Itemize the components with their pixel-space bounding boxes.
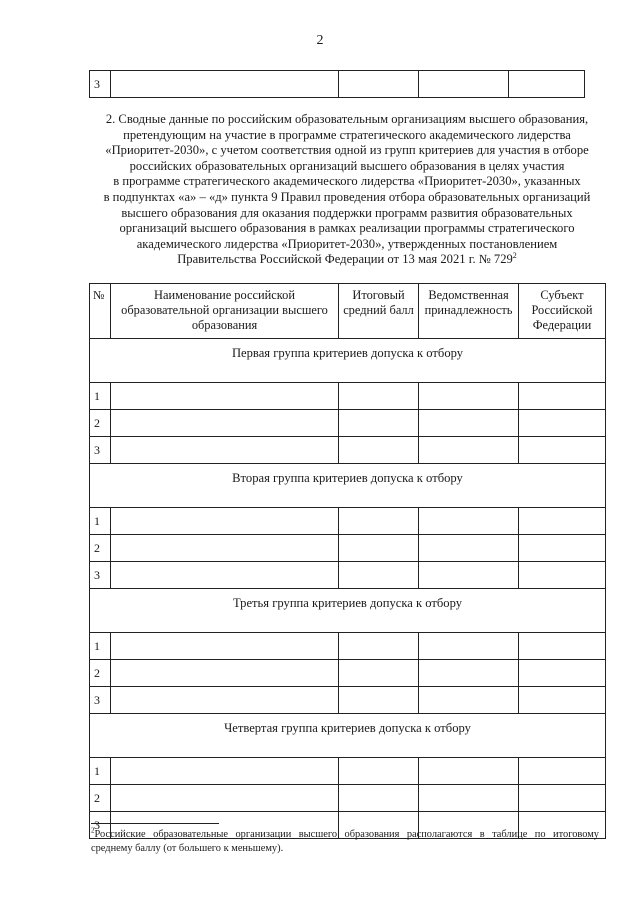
- cell-region: [519, 660, 606, 687]
- cell-affiliation: [419, 660, 519, 687]
- summary-table: [89, 283, 606, 839]
- table-row: [90, 758, 606, 785]
- table-row: [90, 410, 606, 437]
- footnote-text: Российские образовательные организации высшего образования располагаются в таблице по итоговому среднему баллу (от большего к меньшему).: [91, 829, 599, 854]
- row-number: 3: [90, 687, 111, 714]
- cell-affiliation: [419, 508, 519, 535]
- cell-affiliation: [419, 633, 519, 660]
- cell-score: [339, 383, 419, 410]
- table-row: [90, 535, 606, 562]
- table-row: [90, 71, 585, 98]
- cell-region: [519, 785, 606, 812]
- heading-line: российских образовательных организаций высшего образования в целях участия: [129, 158, 565, 173]
- heading-line: [89, 252, 605, 268]
- cell-score: [339, 508, 419, 535]
- cell-name: [111, 535, 339, 562]
- cell-name: [111, 71, 339, 98]
- cell-region: [519, 508, 606, 535]
- row-number: 3: [90, 562, 111, 589]
- row-number: 3: [90, 437, 111, 464]
- cell-name: [111, 437, 339, 464]
- cell-name: [111, 508, 339, 535]
- heading-line: в подпунктах «а» – «д» пункта 9 Правил проведения отбора образовательных организаций: [103, 189, 591, 204]
- table-header-row: [90, 284, 606, 339]
- row-number: 1: [90, 383, 111, 410]
- heading-line: высшего образования для оказания поддержки программ развития образовательных: [121, 205, 573, 220]
- table-row: [90, 383, 606, 410]
- cell-score: [339, 410, 419, 437]
- heading-last-line-text: Правительства Российской Федерации от 13 мая 2021 г. № 729: [177, 252, 513, 267]
- cell-region: [519, 535, 606, 562]
- cell-region: [519, 633, 606, 660]
- table-row: [90, 660, 606, 687]
- table-row: [90, 785, 606, 812]
- heading-line: академического лидерства «Приоритет-2030», утвержденных постановлением: [136, 236, 558, 251]
- table-row: [90, 508, 606, 535]
- header-affiliation: Ведомственная принадлежность: [419, 284, 519, 339]
- cell-score: [339, 562, 419, 589]
- cell-name: [111, 785, 339, 812]
- cell-affiliation: [419, 785, 519, 812]
- table-row: [90, 562, 606, 589]
- cell-affiliation: [419, 562, 519, 589]
- heading-line: 2. Сводные данные по российским образовательным организациям высшего образования,: [105, 112, 589, 126]
- cell-region: [519, 758, 606, 785]
- table-row: [90, 687, 606, 714]
- continued-table: [89, 70, 585, 98]
- row-number: 2: [90, 660, 111, 687]
- cell-affiliation: [419, 687, 519, 714]
- page-number: 2: [316, 33, 324, 48]
- cell-score: [339, 71, 419, 98]
- row-number: 2: [90, 535, 111, 562]
- cell-affiliation: [419, 410, 519, 437]
- cell-region: [519, 687, 606, 714]
- row-number: 2: [90, 410, 111, 437]
- cell-name: [111, 562, 339, 589]
- group-title: Четвертая группа критериев допуска к отбору: [90, 714, 606, 758]
- cell-affiliation: [419, 437, 519, 464]
- footnote-mark: 2: [91, 826, 95, 835]
- cell-region: [519, 383, 606, 410]
- cell-affiliation: [419, 535, 519, 562]
- table-row: [90, 437, 606, 464]
- footnote: [91, 828, 599, 856]
- section-heading: [89, 112, 605, 268]
- cell-name: [111, 633, 339, 660]
- header-score: Итоговый средний балл: [339, 284, 419, 339]
- cell-region: [519, 437, 606, 464]
- row-number: 2: [90, 785, 111, 812]
- cell-score: [339, 785, 419, 812]
- cell-score: [339, 437, 419, 464]
- row-number: 3: [90, 812, 111, 839]
- cell-score: [339, 535, 419, 562]
- cell-name: [111, 383, 339, 410]
- cell-name: [111, 410, 339, 437]
- heading-line: «Приоритет-2030», с учетом соответствия одной из групп критериев для участия в отборе: [105, 143, 589, 158]
- cell-region: [509, 71, 585, 98]
- cell-affiliation: [419, 71, 509, 98]
- group-title: Первая группа критериев допуска к отбору: [90, 339, 606, 383]
- cell-region: [519, 410, 606, 437]
- heading-line: организаций высшего образования в рамках реализации программы стратегического: [119, 221, 575, 236]
- group-title: Третья группа критериев допуска к отбору: [90, 589, 606, 633]
- cell-affiliation: [419, 383, 519, 410]
- cell-name: [111, 660, 339, 687]
- group-header-row: [90, 714, 606, 758]
- row-number: 1: [90, 508, 111, 535]
- cell-score: [339, 633, 419, 660]
- header-name: Наименование российской образовательной организации высшего образования: [111, 284, 339, 339]
- group-header-row: [90, 464, 606, 508]
- group-header-row: [90, 589, 606, 633]
- group-title: Вторая группа критериев допуска к отбору: [90, 464, 606, 508]
- group-header-row: [90, 339, 606, 383]
- row-number: 1: [90, 758, 111, 785]
- heading-line: в программе стратегического академического лидерства «Приоритет-2030», указанных: [113, 174, 581, 189]
- footnote-divider: [91, 823, 219, 824]
- header-region: Субъект Российской Федерации: [519, 284, 606, 339]
- cell-score: [339, 687, 419, 714]
- heading-line: претендующим на участие в программе стратегического академического лидерства: [123, 127, 571, 142]
- row-number: 3: [90, 71, 111, 98]
- footnote-reference: 2: [512, 251, 517, 261]
- cell-name: [111, 758, 339, 785]
- header-number: №: [90, 284, 111, 339]
- cell-score: [339, 758, 419, 785]
- cell-region: [519, 562, 606, 589]
- cell-affiliation: [419, 758, 519, 785]
- row-number: 1: [90, 633, 111, 660]
- cell-score: [339, 660, 419, 687]
- table-row: [90, 633, 606, 660]
- cell-name: [111, 687, 339, 714]
